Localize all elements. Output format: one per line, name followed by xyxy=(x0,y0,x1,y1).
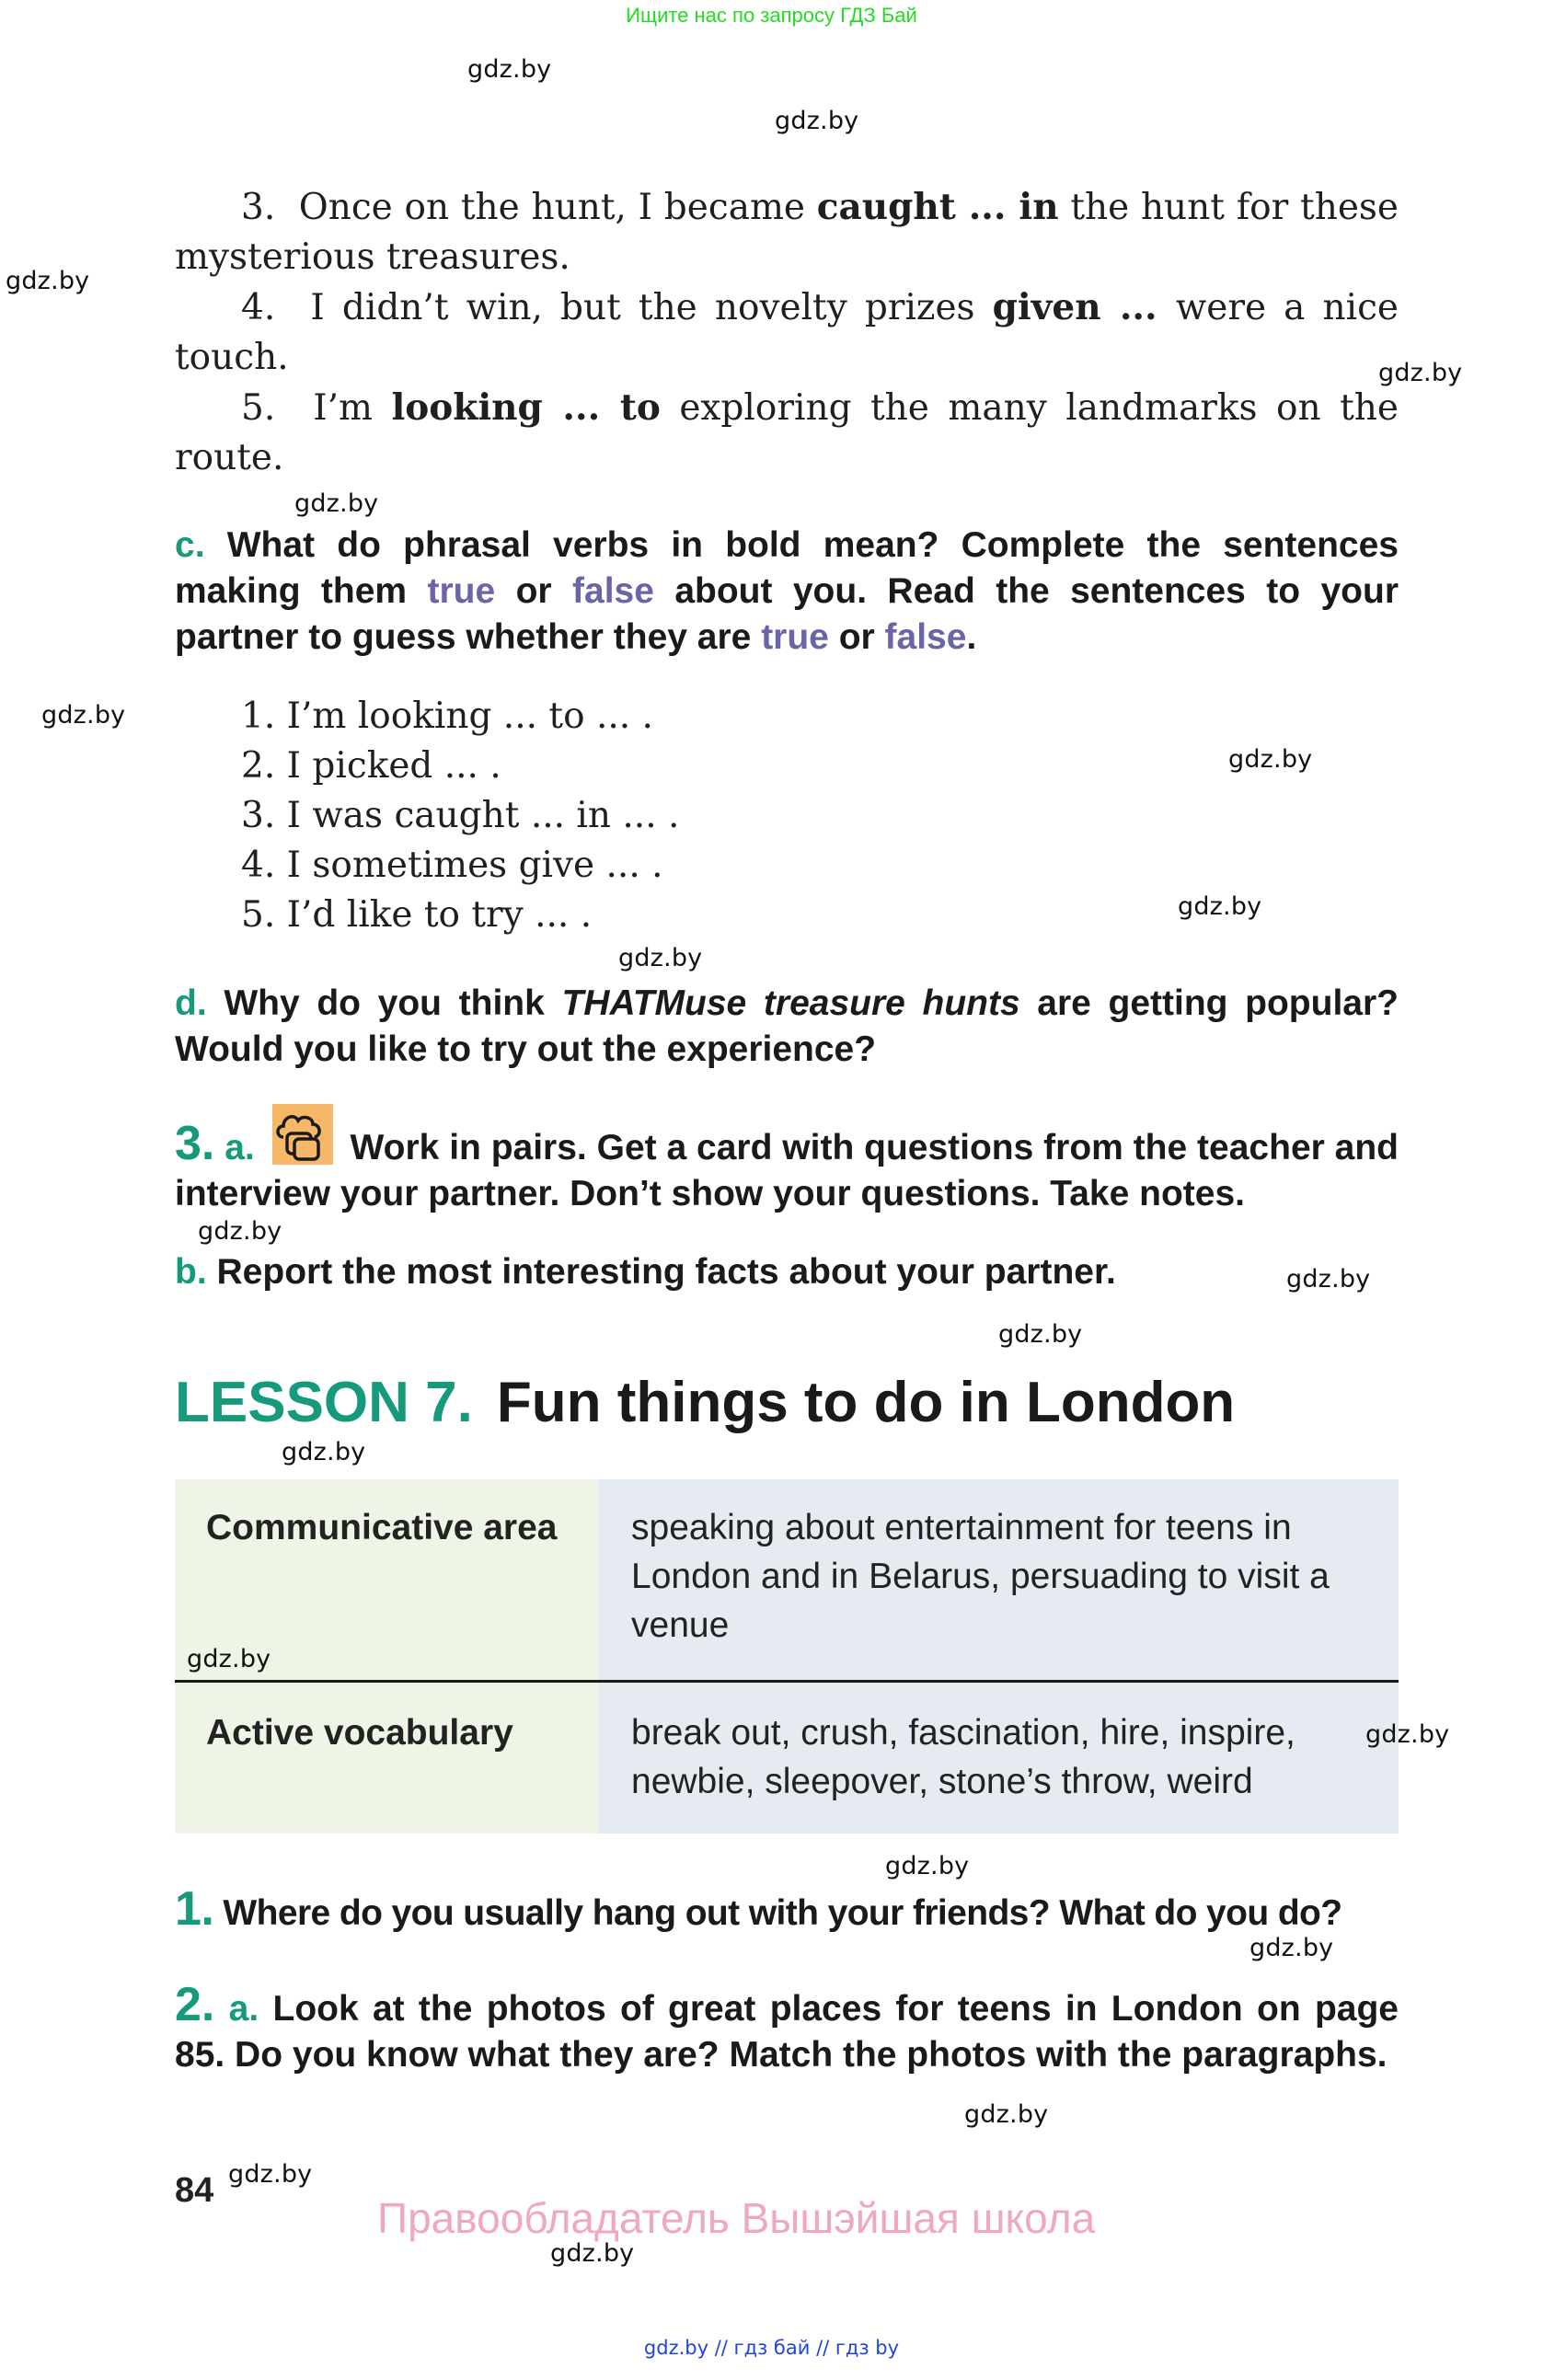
list-item: 4. I sometimes give ... . xyxy=(241,845,663,886)
pair-work-icon xyxy=(272,1104,333,1165)
true-word: true xyxy=(761,617,829,657)
table-label: Active vocabulary xyxy=(175,1683,598,1834)
watermark: gdz.by xyxy=(467,55,552,84)
page-number: 84 xyxy=(175,2171,214,2210)
watermark: gdz.by xyxy=(775,107,859,135)
watermark: gdz.by xyxy=(282,1438,366,1466)
watermark: gdz.by xyxy=(41,701,126,730)
exercise-c-instruction: c. What do phrasal verbs in bold mean? Complete the sentences making them true or false about you. Read the sentences to your partner to guess whether they are true or false. xyxy=(175,525,1399,657)
exercise-c-list xyxy=(175,692,1465,940)
exercise-letter: a. xyxy=(225,1128,255,1167)
lesson-exercise-2a: 2. a. Look at the photos of great places for teens in London on page 85. Do you know what they are? Match the photos with the paragraphs. xyxy=(175,1978,1399,2075)
footer-links[interactable]: gdz.by // гдз бай // гдз by xyxy=(643,2337,900,2359)
lesson-title: Fun things to do in London xyxy=(496,1371,1236,1434)
list-item: 1. I’m looking ... to ... . xyxy=(241,696,653,737)
false-word: false xyxy=(572,571,654,611)
exercise-letter: a. xyxy=(228,1989,259,2029)
table-row xyxy=(175,1683,1399,1834)
watermark: gdz.by xyxy=(885,1852,970,1880)
table-row xyxy=(175,1479,1399,1680)
copyright-notice: Правообладатель Вышэйшая школа xyxy=(377,2194,1096,2242)
watermark: gdz.by xyxy=(998,1320,1083,1349)
watermark: gdz.by xyxy=(198,1217,282,1246)
exercise-number: 1. xyxy=(175,1882,214,1936)
search-banner[interactable]: Ищите нас по запросу ГДЗ Бай xyxy=(626,4,917,27)
exercise-b-item: 4. I didn’t win, but the novelty prizes given ... were a nice touch. xyxy=(175,286,1399,378)
exercise-number: 3. xyxy=(175,1117,215,1170)
watermark: gdz.by xyxy=(964,2100,1049,2129)
watermark: gdz.by xyxy=(1365,1720,1450,1749)
list-item: 2. I picked ... . xyxy=(241,745,501,787)
exercise-number: 2. xyxy=(175,1978,215,2031)
exercise-3a-instruction: 3. a. Work in pairs. Get a card with questions from the teacher and interview your partner. Don’t show your questions. Take notes. xyxy=(175,1104,1399,1217)
watermark: gdz.by xyxy=(618,944,703,972)
exercise-letter: d. xyxy=(175,983,207,1023)
true-word: true xyxy=(427,571,496,611)
lesson-label: LESSON 7. xyxy=(175,1371,473,1434)
table-value: speaking about entertainment for teens in London and in Belarus, persuading to visit a venue xyxy=(598,1479,1399,1680)
exercise-3b-instruction: b. Report the most interesting facts about your partner. xyxy=(175,1252,1116,1292)
watermark: gdz.by xyxy=(1378,359,1463,387)
watermark: gdz.by xyxy=(1178,892,1262,921)
exercise-b-item: 5. I’m looking ... to exploring the many landmarks on the route. xyxy=(175,386,1399,478)
watermark: gdz.by xyxy=(6,267,90,295)
exercise-letter: c. xyxy=(175,525,205,565)
lesson-exercise-1: 1. Where do you usually hang out with your friends? What do you do? xyxy=(175,1882,1342,1936)
watermark: gdz.by xyxy=(1228,745,1313,774)
false-word: false xyxy=(884,617,967,657)
lesson-info-table xyxy=(175,1479,1399,1834)
table-label: Communicative area xyxy=(175,1479,598,1680)
exercise-letter: b. xyxy=(175,1252,207,1292)
exercise-b-list xyxy=(175,182,1399,483)
watermark: gdz.by xyxy=(1286,1265,1371,1293)
watermark: gdz.by xyxy=(294,489,379,518)
watermark: gdz.by xyxy=(550,2239,635,2268)
exercise-d-instruction: d. Why do you think THATMuse treasure hunts are getting popular? Would you like to try out the experience? xyxy=(175,983,1399,1069)
table-value: break out, crush, fascination, hire, inspire, newbie, sleepover, stone’s throw, weird xyxy=(598,1683,1399,1834)
watermark: gdz.by xyxy=(228,2160,313,2189)
list-item: 5. I’d like to try ... . xyxy=(241,894,593,936)
list-item: 3. I was caught ... in ... . xyxy=(241,795,680,836)
watermark: gdz.by xyxy=(1249,1934,1334,1962)
lesson-heading xyxy=(175,1371,1399,1435)
watermark: gdz.by xyxy=(187,1645,271,1673)
exercise-b-item: 3. Once on the hunt, I became caught ... in the hunt for these mysterious treasures. xyxy=(175,186,1399,278)
